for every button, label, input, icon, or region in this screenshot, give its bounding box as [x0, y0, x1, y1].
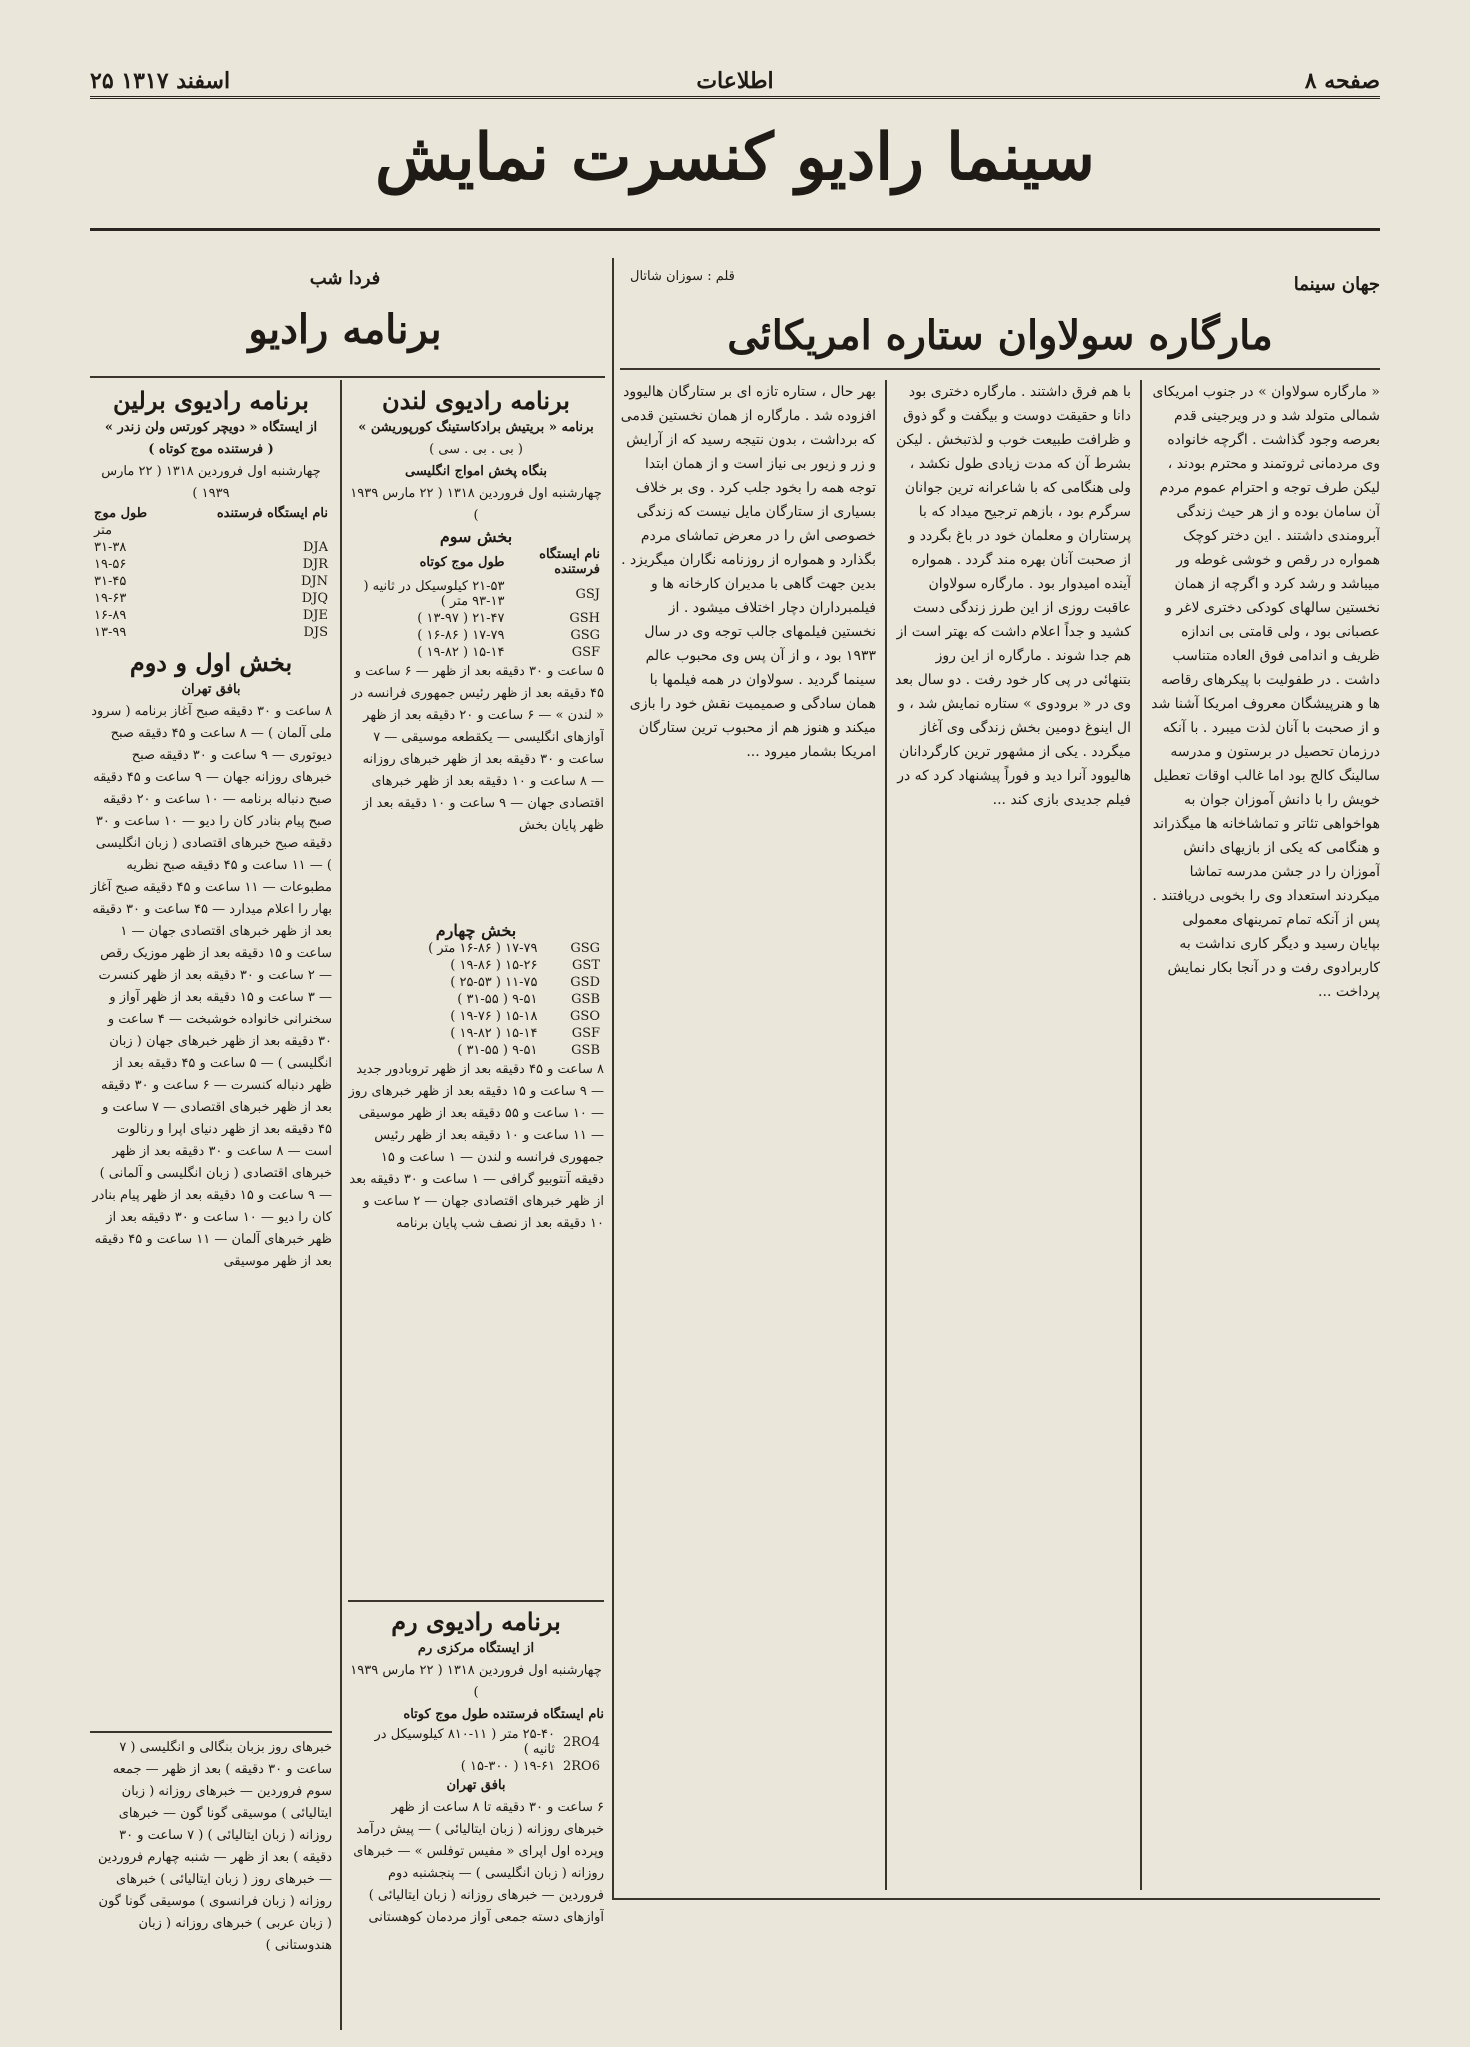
berlin-frequency-table	[90, 505, 332, 641]
table-row: GST ۱۵-۲۶ ( ۱۹-۸۶ )	[450, 958, 600, 973]
rome-schedule: ۶ ساعت و ۳۰ دقیقه تا ۸ ساعت از ظهر خبرهای روزانه ( زبان ایتالیائی ) — پیش درآمد وپرده اول اپرای « مفیس توفلس » — خبرهای روزانه ( زبان انگلیسی ) — پنجشنبه دوم فروردین — خبرهای روزانه ( زبان ایتالیائی ) آوازهای دسته جمعی آواز مردمان کوهستانی	[353, 1800, 604, 1925]
cinema-column-2: با هم فرق داشتند . مارگاره دختری بود دانا و حقیقت دوست و بیگفت و گو ذوق و ظرافت طبیعت خوب و لذتبخش . لیکن بشرط آن که مدت زیادی طول نکشد ، ولی هنگامی که با شاعرانه ترین جوانان سرگرم بود ، بازهم ترجیح میداد که با پرستاران و معلمان خود در باغ بگردد و از صحبت آنان بهره مند گردد . همواره آینده امیدوار بود . مارگاره سولاوان عاقبت روزی از این طرز زندگی دست کشید و جداً اعلام داشت که بهتر است از هم جدا شوند . مارگاره از این روز بتنهائی در پی کار خود رفت . دو سال بعد وی در « برودوی » ستاره نمایش شد ، و ال اینوغ دومین بخش زندگی وی آغاز میگردد . یکی از مشهور ترین کارگردانان هالیوود آنرا دید و فوراً پیشنهاد کرد که در فیلم جدیدی بازی کند ...	[895, 384, 1131, 808]
table-row: 2RO6 ۱۹-۶۱ ( ۱۵-۳۰۰ )	[460, 1759, 600, 1774]
table-row: DJE ۱۶-۸۹	[94, 608, 328, 623]
rome-station: از ایستگاه مرکزی رم	[417, 1641, 535, 1656]
table-row: DJR ۱۹-۵۶	[94, 557, 328, 572]
table-row: GSD ۱۱-۷۵ ( ۲۵-۵۳ )	[450, 975, 600, 990]
cinema-article-title: مارگاره سولاوان ستاره امریکائی	[727, 312, 1273, 359]
table-row: DJA ۳۱-۳۸	[94, 540, 328, 555]
rome-title: برنامه رادیوی رم	[391, 1607, 561, 1636]
rome-timezone: بافق تهران	[446, 1778, 506, 1793]
main-column-divider	[612, 258, 614, 1898]
london-program: برنامه « بریتیش برادکاستینگ کورپوریشن »	[358, 420, 594, 435]
rome-section	[348, 1606, 604, 2026]
table-row: GSB ۹-۵۱ ( ۳۱-۵۵ )	[457, 992, 600, 1007]
berlin-col-station: نام ایستگاه فرستنده	[216, 506, 328, 521]
london-frequency-table-4	[348, 940, 604, 1059]
berlin-title: برنامه رادیوی برلین	[113, 386, 309, 415]
london-schedule: ۵ ساعت و ۳۰ دقیقه بعد از ظهر — ۶ ساعت و ۴۵ دقیقه بعد از ظهر رئیس جمهوری فرانسه در « لندن » — ۶ ساعت و ۲۰ دقیقه بعد از ظهر آوازهای انگلیسی — یکقطعه موسیقی — ۷ ساعت و ۳۰ دقیقه بعد از ظهر خبرهای روزانه — ۸ ساعت و ۱۰ دقیقه بعد از ظهر خبرهای اقتصادی جهان — ۹ ساعت و ۱۰ دقیقه بعد از ظهر پایان بخش	[351, 664, 604, 833]
radio-kicker: فردا شب	[309, 268, 381, 289]
cinema-divider-1	[885, 380, 887, 1890]
page-header	[90, 62, 1380, 99]
berlin-col-wave: طول موج	[94, 506, 148, 521]
paper-name: اطلاعات	[696, 68, 774, 94]
cinema-article-header	[620, 262, 1380, 372]
cinema-divider-2	[1140, 380, 1142, 1890]
berlin-schedule: ۸ ساعت و ۳۰ دقیقه صبح آغاز برنامه ( سرود ملی آلمان ) — ۸ ساعت و ۴۵ دقیقه صبح دیوتوری — ۹ ساعت و ۳۰ دقیقه صبح خبرهای روزانه جهان — ۹ ساعت و ۴۵ دقیقه صبح دنباله برنامه — ۱۰ ساعت و ۲۰ دقیقه صبح پیام بنادر کان را دیو — ۱۰ ساعت و ۳۰ دقیقه صبح خبرهای اقتصادی ( زبان انگلیسی ) — ۱۱ ساعت و ۴۵ دقیقه صبح نظریه مطبوعات — ۱۱ ساعت و ۴۵ دقیقه صبح آغاز بهار را اعلام میدارد — ۴۵ ساعت و ۳۰ دقیقه بعد از ظهر خبرهای اقتصادی جهان — ۱ ساعت و ۱۵ دقیقه بعد از ظهر موزیک رقص — ۲ ساعت و ۳۰ دقیقه بعد از ظهر کنسرت — ۳ ساعت و ۱۵ دقیقه بعد از ظهر آواز و سخنرانی خانواده خوشبخت — ۴ ساعت و ۳۰ دقیقه بعد از ظهر خبرهای جهان ( زبان انگلیسی ) — ۵ ساعت و ۴۵ دقیقه بعد از ظهر دنباله کنسرت — ۶ ساعت و ۳۰ دقیقه بعد از ظهر خبرهای اقتصادی — ۷ ساعت و ۴۵ دقیقه بعد از ظهر دنیای اپرا و رنالوت است — ۸ ساعت و ۳۰ دقیقه بعد از ظهر خبرهای اقتصادی ( زبان انگلیسی و آلمانی ) — ۹ ساعت و ۱۵ دقیقه بعد از ظهر پیام بنادر کان را دیو — ۱۰ ساعت و ۳۰ دقیقه بعد از ظهر خبرهای آلمان — ۱۱ ساعت و ۴۵ دقیقه بعد از ظهر موسیقی	[90, 704, 332, 1269]
berlin-station: از ایستگاه « دویچر کورتس ولن زندر »	[104, 420, 318, 435]
radio-header	[90, 262, 600, 372]
berlin-timezone: بافق تهران	[181, 682, 241, 697]
berlin-col-unit: متر	[94, 523, 113, 538]
table-row: GSG ۱۷-۷۹ ( ۱۶-۸۶ )	[417, 628, 600, 643]
radio-title: برنامه رادیو	[248, 306, 442, 353]
london-date: چهارشنبه اول فروردین ۱۳۱۸ ( ۲۲ مارس ۱۹۳۹ )	[350, 486, 602, 523]
table-row: GSF ۱۵-۱۴ ( ۱۹-۸۲ )	[450, 1026, 600, 1041]
section-masthead: سینما رادیو کنسرت نمایش	[375, 120, 1095, 195]
table-row: 2RO4 ۲۵-۴۰ متر ( ۱۱-۸۱۰ کیلوسیکل در ثانیه )	[374, 1727, 600, 1757]
cinema-column-3: بهر حال ، ستاره تازه ای بر ستارگان هالیوود افزوده شد . مارگاره از همان نخستین قدمی که برداشت ، بدون نتیجه رسید که از آرایش و زر و زیور بی نیاز است و از همان ابتدا توجه همه را بخود جلب کرد . وی بر خلاف بسیاری از ستارگان مایل نیست که زندگی خصوصی اش را در معرض تماشای مردم بگذارد و همواره از روزنامه نگاران میگریزد . بدین جهت گاهی با مدیران کارخانه ها و فیلمبرداران دچار اختلاف میشود . از نخستین فیلمهای جالب توجه وی در سال ۱۹۳۳ بود ، و از آن پس وی محبوب عالم سینما گردید . سولاوان در همه فیلمها با همان سادگی و صمیمیت نقش خود را بازی میکند و هنوز هم از محبوب ترین ستارگان امریکا بشمار میرود ...	[620, 384, 876, 760]
table-row: GSG ۱۷-۷۹ ( ۱۶-۸۶ متر )	[428, 941, 600, 956]
london-column	[348, 385, 604, 1595]
table-row: GSF ۱۵-۱۴ ( ۱۹-۸۲ )	[417, 645, 600, 660]
london-section-3: بخش سوم	[439, 527, 513, 546]
london-abbr: ( بی . بی . سی )	[429, 442, 523, 457]
london-schedule-4: ۸ ساعت و ۴۵ دقیقه بعد از ظهر تروبادور جدید — ۹ ساعت و ۱۵ دقیقه بعد از ظهر خبرهای روز — ۱۰ ساعت و ۵۵ دقیقه بعد از ظهر موسیقی — ۱۱ ساعت و ۱۰ دقیقه بعد از ظهر رئیس جمهوری فرانسه و لندن — ۱ ساعت و ۱۵ دقیقه آنتوبیو گرافی — ۱ ساعت و ۳۰ دقیقه بعد از ظهر خبرهای اقتصادی جهان — ۲ ساعت و ۱۰ دقیقه بعد از نصف شب پایان برنامه	[348, 1062, 604, 1231]
berlin-schedule-2: خبرهای روز بزبان بنگالی و انگلیسی ( ۷ ساعت و ۳۰ دقیقه ) بعد از ظهر — جمعه سوم فروردین — خبرهای روزانه ( زبان ایتالیائی ) موسیقی گونا گون — خبرهای روزانه ( زبان ایتالیائی ) ( ۷ ساعت و ۳۰ دقیقه ) بعد از ظهر — شنبه چهارم فروردین — خبرهای روز ( زبان ایتالیائی ) خبرهای روزانه ( زبان فرانسوی ) موسیقی گونا گون ( زبان عربی ) خبرهای روزانه ( زبان هندوستانی )	[90, 1731, 332, 1957]
table-row: GSO ۱۵-۱۸ ( ۱۹-۷۶ )	[450, 1009, 600, 1024]
radio-column-divider	[340, 380, 342, 2030]
issue-date: ۲۵ اسفند ۱۳۱۷	[90, 68, 231, 94]
rome-date: چهارشنبه اول فروردین ۱۳۱۸ ( ۲۲ مارس ۱۹۳۹ )	[350, 1663, 602, 1700]
table-row: DJQ ۱۹-۶۳	[94, 591, 328, 606]
table-row: GSH ۲۱-۴۷ ( ۱۳-۹۷ )	[417, 611, 600, 626]
berlin-column	[90, 385, 332, 2025]
rome-columns: نام ایستگاه فرستنده طول موج کوتاه	[403, 1707, 604, 1722]
berlin-subtitle: ( فرستنده موج کوتاه )	[148, 442, 274, 457]
berlin-date: چهارشنبه اول فروردین ۱۳۱۸ ( ۲۲ مارس ۱۹۳۹ )	[101, 464, 321, 501]
rome-frequency-table	[348, 1726, 604, 1775]
table-row: GSB ۹-۵۱ ( ۳۱-۵۵ )	[457, 1043, 600, 1058]
cinema-title-rule	[620, 368, 1380, 370]
london-section-4: بخش چهارم	[435, 921, 517, 940]
page-number: صفحه ۸	[1304, 68, 1380, 94]
cinema-section-label: جهان سینما	[1293, 274, 1380, 295]
berlin-section-title: بخش اول و دوم	[129, 648, 293, 677]
london-title: برنامه رادیوی لندن	[382, 386, 570, 415]
london-station: بنگاه پخش امواج انگلیسی	[404, 464, 548, 479]
cinema-column-1: « مارگاره سولاوان » در جنوب امریکای شمالی متولد شد و در ویرجینی قدم بعرصه وجود گذاشت . اگرچه خانواده وی مردمانی ثروتمند و محترم بودند ، لیکن طرف توجه و احترام عموم مردم آن سامان بوده و از هر حیث زندگی آبرومندی داشتند . این دختر کوچک همواره در رقص و خوشی غوطه ور میباشد و رشد کرد و اگرچه از همان نخستین سالهای کودکی دختری لاغر و عصبانی بود ، ولی قامتی بی اندازه ظریف و اندامی فوق العاده متناسب داشت . در طفولیت با پیکرهای رقاصه ها و هنرپیشگان معروف امریکا آشنا شد و از صحبت با آنان لذت میبرد . با آنکه درزمان تحصیل در برستون و مدرسه سالینگ کالج بود اما غالب اوقات تعطیل خویش را با دانش آموزان جوان به هواخواهی تئاتر و تماشاخانه ها میگذراند و هنگامی که یکی از بازیهای دانش آموزان را در جشن مدرسه تماشا میکردند استعداد وی را بخوبی دریافتند . پس از آنکه تمام تمرینهای معمولی بپایان رسید و دیگر کاری نداشت به کاربرادوی رفت و در آنجا بکار نمایش پرداخت ...	[1151, 384, 1380, 1000]
radio-title-rule	[90, 376, 605, 378]
table-row: DJS ۱۳-۹۹	[94, 625, 328, 640]
cinema-byline: قلم : سوزان شاتال	[630, 269, 735, 284]
rome-rule	[348, 1600, 604, 1602]
masthead-rule	[90, 228, 1380, 231]
london-frequency-table: نام ایستگاه فرستنده طول موج کوتاه GSJ ۲۱-۵۳ کیلوسیکل در ثانیه ( ۱۳-۹۳ متر ) GSH ۲۱-۴۷ ( ۱۳-۹۷ ) GSG ۱۷-۷۹ ( ۱۶-۸۶ ) GSF ۱۵-۱۴ ( ۱۹-۸۲ )	[348, 546, 604, 661]
table-row: DJN ۳۱-۴۵	[94, 574, 328, 589]
table-row: GSJ ۲۱-۵۳ کیلوسیکل در ثانیه ( ۱۳-۹۳ متر )	[363, 579, 600, 609]
ads-rule	[612, 1898, 1380, 1900]
